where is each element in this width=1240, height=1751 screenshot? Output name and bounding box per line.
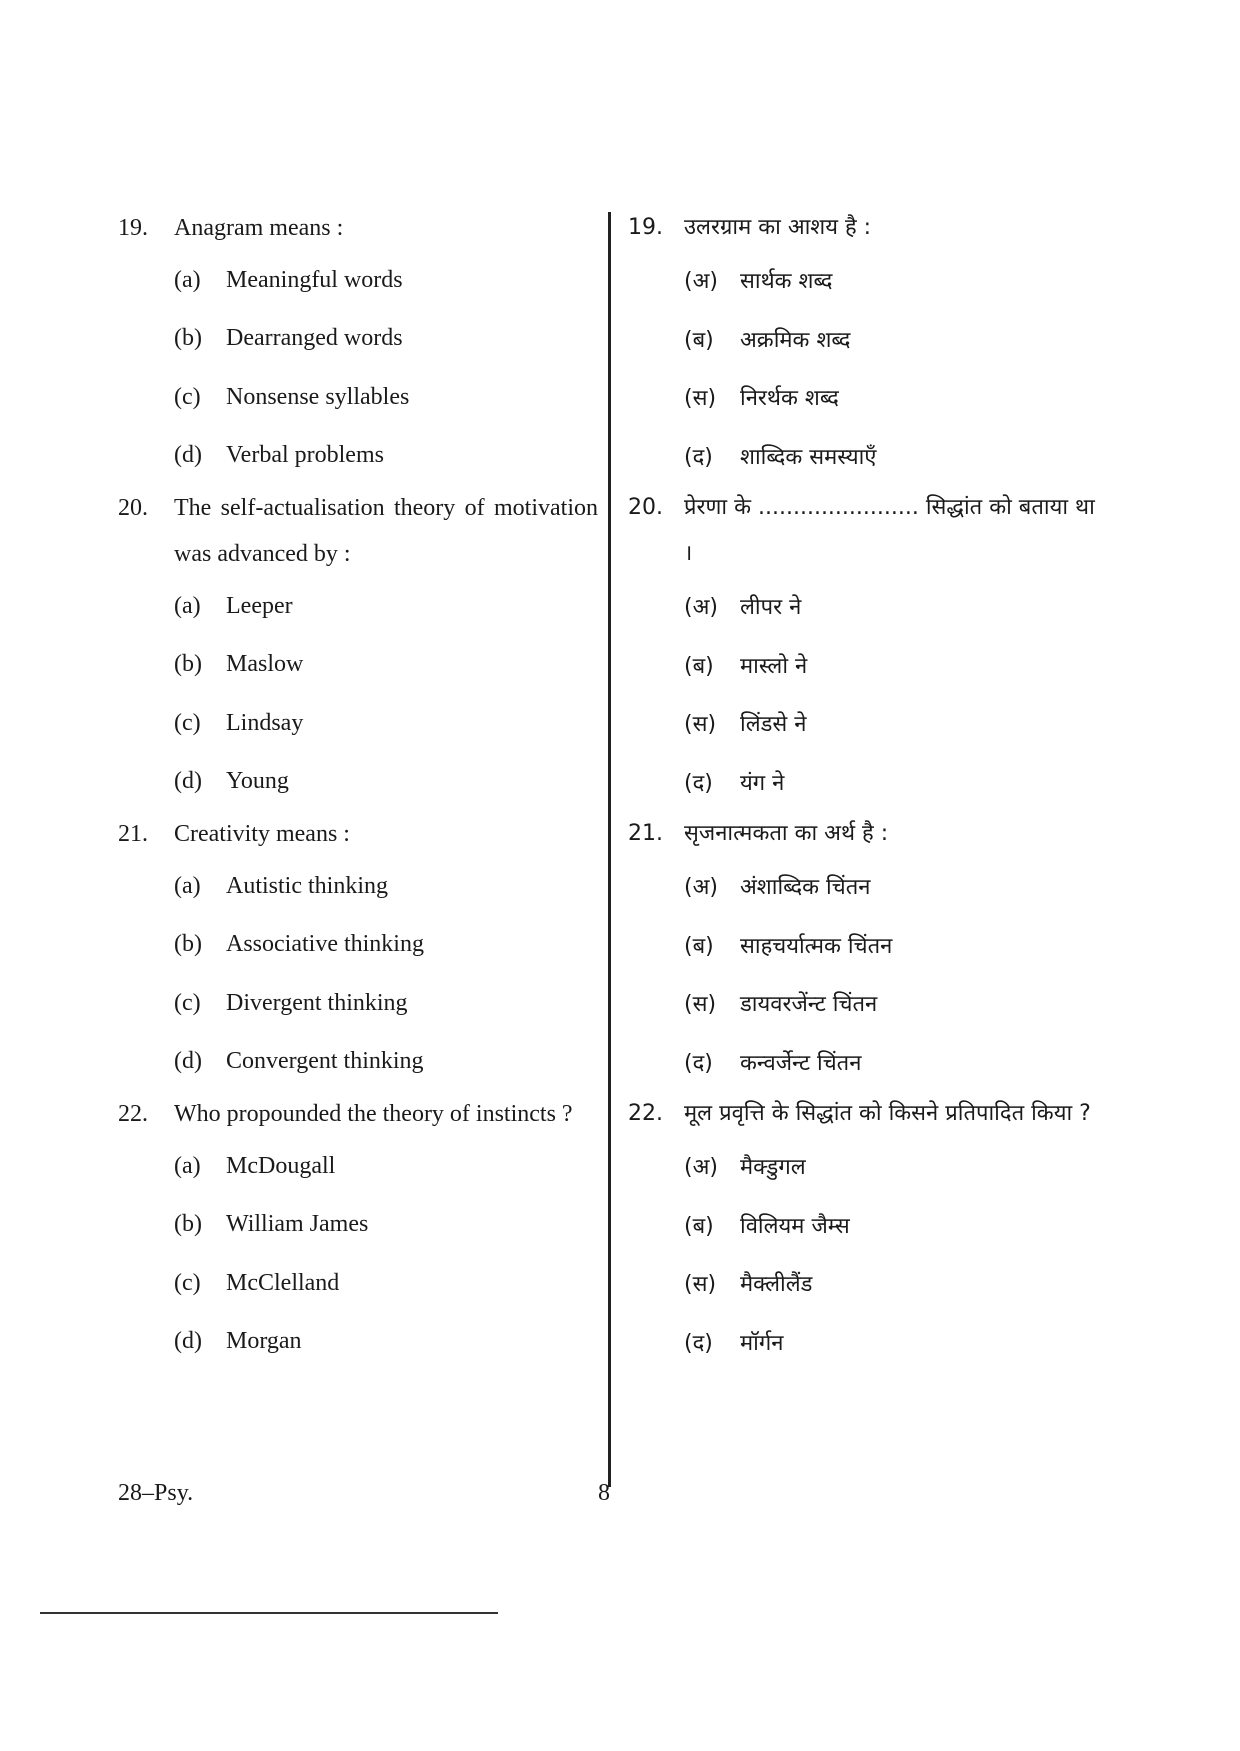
option bbox=[174, 577, 598, 636]
option-label: (स) bbox=[684, 712, 717, 738]
option-label: (d) bbox=[174, 768, 202, 795]
option-label: (a) bbox=[174, 872, 201, 899]
option-text: मैक्डुगल bbox=[740, 1155, 806, 1181]
question-number: 22. bbox=[628, 1101, 663, 1126]
question-21-hi bbox=[628, 811, 1108, 1091]
option-label: (b) bbox=[174, 651, 202, 678]
option bbox=[174, 636, 598, 695]
option-label: (c) bbox=[174, 1269, 201, 1296]
option bbox=[174, 368, 598, 427]
option-text: Dearranged words bbox=[226, 325, 403, 352]
option-label: (ब) bbox=[684, 1213, 714, 1239]
option-text: Verbal problems bbox=[226, 442, 384, 469]
option-label: (द) bbox=[684, 444, 713, 470]
question-20-hi bbox=[628, 485, 1108, 811]
option-label: (a) bbox=[174, 1152, 201, 1179]
option-label: (d) bbox=[174, 1048, 202, 1075]
option-text: मास्लो ने bbox=[740, 653, 808, 679]
option-text: Leeper bbox=[226, 592, 293, 619]
option-text: लीपर ने bbox=[740, 595, 802, 621]
option-text: लिंडसे ने bbox=[740, 712, 807, 738]
option bbox=[174, 251, 598, 310]
option bbox=[684, 753, 1108, 812]
option-label: (स) bbox=[684, 1272, 717, 1298]
question-22-hi bbox=[628, 1091, 1108, 1371]
option-text: मैक्लीलैंड bbox=[740, 1272, 813, 1298]
option bbox=[174, 1033, 598, 1092]
question-number: 19. bbox=[118, 215, 148, 241]
question-text: Anagram means : bbox=[174, 215, 344, 241]
option-label: (अ) bbox=[684, 269, 718, 295]
option bbox=[174, 916, 598, 975]
option-label: (अ) bbox=[684, 875, 718, 901]
option-label: (स) bbox=[684, 386, 717, 412]
option bbox=[174, 1254, 598, 1313]
option-label: (a) bbox=[174, 592, 201, 619]
option-label: (d) bbox=[174, 1328, 202, 1355]
option bbox=[684, 1137, 1108, 1196]
option-label: (b) bbox=[174, 1211, 202, 1238]
option bbox=[684, 368, 1108, 427]
question-text: प्रेरणा के ....................... सिद्धांत को बताया था । bbox=[684, 495, 1095, 566]
option-label: (c) bbox=[174, 709, 201, 736]
option bbox=[684, 916, 1108, 975]
option-text: मॉर्गन bbox=[740, 1330, 784, 1356]
option bbox=[174, 974, 598, 1033]
option bbox=[684, 1254, 1108, 1313]
option-text: अक्रमिक शब्द bbox=[740, 327, 851, 353]
option-text: डायवरजेंन्ट चिंतन bbox=[740, 992, 878, 1018]
option bbox=[684, 636, 1108, 695]
option-text: Morgan bbox=[226, 1328, 302, 1355]
option-text: Young bbox=[226, 768, 289, 795]
option bbox=[174, 1196, 598, 1255]
question-number: 21. bbox=[118, 821, 148, 847]
option-label: (d) bbox=[174, 442, 202, 469]
option-label: (ब) bbox=[684, 327, 714, 353]
option bbox=[684, 251, 1108, 310]
option bbox=[684, 974, 1108, 1033]
option bbox=[684, 694, 1108, 753]
option-text: निरर्थक शब्द bbox=[740, 386, 839, 412]
option-text: अंशाब्दिक चिंतन bbox=[740, 875, 871, 901]
option-text: Associative thinking bbox=[226, 931, 424, 958]
page-number: 8 bbox=[598, 1480, 610, 1506]
option-text: Autistic thinking bbox=[226, 872, 388, 899]
hindi-column bbox=[628, 205, 1108, 1371]
option-label: (c) bbox=[174, 989, 201, 1016]
option-text: Divergent thinking bbox=[226, 989, 408, 1016]
option-text: William James bbox=[226, 1211, 369, 1238]
option-label: (द) bbox=[684, 1330, 713, 1356]
option-label: (द) bbox=[684, 770, 713, 796]
option-label: (b) bbox=[174, 931, 202, 958]
option bbox=[174, 427, 598, 486]
question-text: उलरग्राम का आशय है : bbox=[684, 215, 872, 240]
option-label: (ब) bbox=[684, 653, 714, 679]
option-label: (अ) bbox=[684, 595, 718, 621]
option-label: (अ) bbox=[684, 1155, 718, 1181]
question-text: Who propounded the theory of instincts ? bbox=[174, 1101, 573, 1127]
option-text: Lindsay bbox=[226, 709, 304, 736]
question-19-en bbox=[118, 205, 598, 485]
option-label: (ब) bbox=[684, 933, 714, 959]
option bbox=[684, 427, 1108, 486]
option bbox=[684, 310, 1108, 369]
option-text: McClelland bbox=[226, 1269, 340, 1296]
option-text: Maslow bbox=[226, 651, 304, 678]
option bbox=[684, 577, 1108, 636]
option bbox=[174, 753, 598, 812]
question-20-en bbox=[118, 485, 598, 811]
option bbox=[684, 857, 1108, 916]
question-text: Creativity means : bbox=[174, 821, 350, 847]
option bbox=[174, 310, 598, 369]
question-number: 21. bbox=[628, 821, 663, 846]
option-label: (a) bbox=[174, 266, 201, 293]
paper-code: 28–Psy. bbox=[118, 1480, 194, 1506]
question-text: The self-actualisation theory of motivation was advanced by : bbox=[174, 495, 598, 567]
question-21-en bbox=[118, 811, 598, 1091]
option bbox=[174, 1313, 598, 1372]
bottom-rule bbox=[40, 1612, 498, 1614]
option-text: कन्वर्जेन्ट चिंतन bbox=[740, 1050, 862, 1076]
option bbox=[174, 857, 598, 916]
option-text: सार्थक शब्द bbox=[740, 269, 833, 295]
option bbox=[684, 1196, 1108, 1255]
question-text: मूल प्रवृत्ति के सिद्धांत को किसने प्रतिपादित किया ? bbox=[684, 1101, 1091, 1126]
option-text: Nonsense syllables bbox=[226, 383, 410, 410]
question-number: 19. bbox=[628, 215, 663, 240]
option-label: (c) bbox=[174, 383, 201, 410]
option-label: (b) bbox=[174, 325, 202, 352]
question-text: सृजनात्मकता का अर्थ है : bbox=[684, 821, 889, 846]
question-number: 20. bbox=[628, 495, 663, 520]
option bbox=[684, 1033, 1108, 1092]
question-number: 22. bbox=[118, 1101, 148, 1127]
option-label: (स) bbox=[684, 992, 717, 1018]
option-text: McDougall bbox=[226, 1152, 336, 1179]
option-text: साहचर्यात्मक चिंतन bbox=[740, 933, 893, 959]
question-19-hi bbox=[628, 205, 1108, 485]
question-22-en bbox=[118, 1091, 598, 1371]
option-text: Meaningful words bbox=[226, 266, 403, 293]
option-text: यंग ने bbox=[740, 770, 785, 796]
option bbox=[174, 1137, 598, 1196]
option-label: (द) bbox=[684, 1050, 713, 1076]
option bbox=[684, 1313, 1108, 1372]
option-text: विलियम जैम्स bbox=[740, 1213, 850, 1239]
option bbox=[174, 694, 598, 753]
english-column bbox=[118, 205, 598, 1371]
column-divider bbox=[608, 212, 611, 1487]
option-text: शाब्दिक समस्याएँ bbox=[740, 444, 877, 470]
option-text: Convergent thinking bbox=[226, 1048, 424, 1075]
question-number: 20. bbox=[118, 495, 148, 521]
